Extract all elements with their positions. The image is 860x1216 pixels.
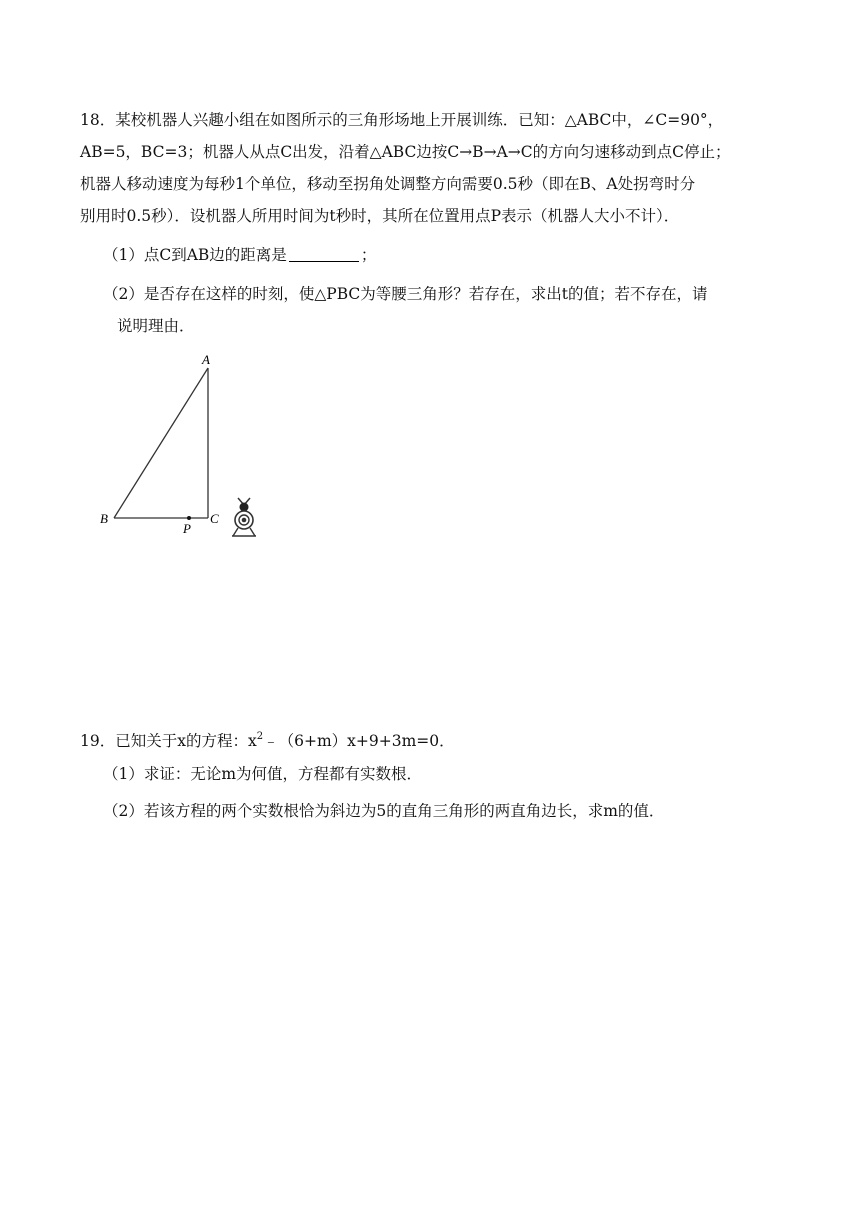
q19-part-2: （2）若该方程的两个实数根恰为斜边为5的直角三角形的两直角边长，求m的值． bbox=[103, 802, 665, 820]
q18-line-2: AB=5，BC=3；机器人从点C出发，沿着△ABC边按C→B→A→C的方向匀速移动到点C停止； bbox=[80, 143, 731, 161]
q18-part-1-text: （1）点C到AB边的距离是 bbox=[103, 246, 287, 264]
label-p: P bbox=[183, 521, 191, 536]
side-ab bbox=[114, 368, 208, 518]
q19-part-1: （1）求证：无论m为何值，方程都有实数根． bbox=[103, 765, 423, 783]
robot-icon bbox=[232, 498, 256, 536]
exponent: 2 bbox=[256, 731, 264, 742]
q18-line-3: 机器人移动速度为每秒1个单位，移动至拐角处调整方向需要0.5秒（即在B、A处拐弯时分 bbox=[80, 175, 696, 193]
q18-part-2-line-1: （2）是否存在这样的时刻，使△PBC为等腰三角形？若存在，求出t的值；若不存在，请 bbox=[103, 285, 708, 303]
q18-part-1-end: ； bbox=[360, 246, 377, 264]
triangle-figure bbox=[92, 350, 292, 550]
q19-intro-text: 19．已知关于x的方程：x bbox=[80, 732, 257, 750]
q18-part-1 bbox=[103, 245, 376, 265]
label-b: B bbox=[100, 511, 108, 526]
q18-part-2-line-2: 说明理由． bbox=[117, 317, 195, 335]
label-c: C bbox=[210, 511, 219, 526]
point-p bbox=[187, 516, 191, 520]
q18-line-1: 18．某校机器人兴趣小组在如图所示的三角形场地上开展训练．已知：△ABC中，∠C=90°， bbox=[80, 111, 724, 129]
q19-intro bbox=[80, 731, 455, 751]
q19-intro-equation: ﹣（6+m）x+9+3m=0． bbox=[263, 732, 455, 750]
q18-line-4: 别用时0.5秒）．设机器人所用时间为t秒时，其所在位置用点P表示（机器人大小不计）． bbox=[80, 207, 680, 225]
answer-blank bbox=[289, 247, 359, 262]
label-a: A bbox=[202, 352, 210, 367]
